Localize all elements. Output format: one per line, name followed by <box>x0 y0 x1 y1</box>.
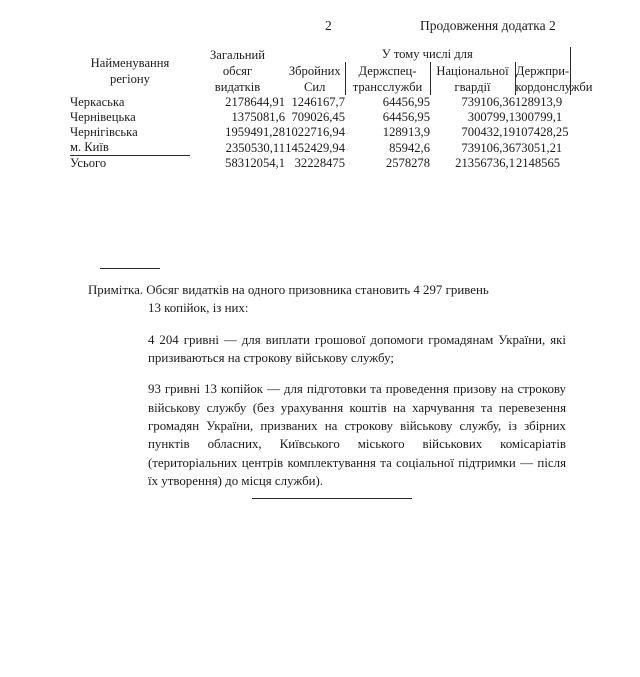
column-header-region-line1: Найменування <box>90 56 170 71</box>
note-lead <box>88 281 566 318</box>
cell-total: 2178644,91 <box>225 95 285 110</box>
column-header-total-line2: обсяг <box>222 64 253 79</box>
cell-armed-forces: 1452429,94 <box>285 140 345 155</box>
column-header-guard-line2: гвардії <box>454 79 491 94</box>
cell-region: м. Київ <box>70 140 190 156</box>
column-header-armed-line1: Збройних <box>288 63 341 78</box>
cell-total: 1375081,6 <box>231 110 285 125</box>
cell-national-guard: 739106,36 <box>461 140 515 155</box>
column-header-region-line2: регіону <box>110 72 150 87</box>
column-header-border-line2: кордонслужби <box>515 79 593 94</box>
table-row <box>70 125 570 140</box>
cell-total: 2350530,11 <box>225 140 285 155</box>
cell-region: Черкаська <box>70 95 125 110</box>
cell-national-guard: 300799,1 <box>467 110 515 125</box>
column-header-guard-line1: Національної <box>436 63 509 78</box>
table-total-row <box>70 156 570 172</box>
page-number: 2 <box>325 18 332 33</box>
column-header-total-line3: видатків <box>214 80 261 95</box>
note-block <box>88 281 566 490</box>
column-header-national-guard <box>430 62 515 95</box>
table-row <box>70 110 570 125</box>
page-header <box>0 18 640 40</box>
cell-border-service: 107428,25 <box>515 125 569 140</box>
cell-border-service: 73051,21 <box>515 140 563 155</box>
note-paragraph-conscription-costs: 93 гривні 13 копійок — для підготовки та проведення призову на строкову військову службу (без урахування коштів на харчування та перевезення громадян України, призваних на строкову військову службу, із збірних пунктів обласних, Київського міського військових комісаріатів (територіальних центрів комплектування та соціальної підтримки — після їх утворення) до місця служби). <box>148 382 566 488</box>
column-header-border-line1: Держпри- <box>515 63 570 78</box>
column-header-border-service <box>515 62 593 95</box>
table-head <box>70 47 593 95</box>
expenditures-table <box>70 47 593 171</box>
cell-armed-forces: 32228475 <box>294 156 345 171</box>
bottom-divider-rule <box>252 498 412 499</box>
cell-armed-forces: 709026,45 <box>291 110 345 125</box>
cell-border-service: 300799,1 <box>515 110 563 125</box>
note-paragraph-allowance: 4 204 гривні — для виплати грошової допомоги громадянам України, які призиваються на строкову військову службу; <box>148 332 566 365</box>
column-header-armed-forces <box>285 62 345 95</box>
note-separator-rule <box>100 268 160 269</box>
column-header-transport-line2: трансслужби <box>352 79 423 94</box>
cell-armed-forces: 1022716,94 <box>285 125 345 140</box>
cell-national-guard: 739106,36 <box>461 95 515 110</box>
table-header-row-top <box>70 47 570 62</box>
column-header-total-line1: Загальний <box>209 48 265 62</box>
column-header-region <box>70 47 190 95</box>
cell-transport-service: 64456,95 <box>382 95 430 110</box>
table-row <box>70 140 570 156</box>
table-body <box>70 95 570 171</box>
cell-transport-service: 64456,95 <box>382 110 430 125</box>
cell-armed-forces: 1246167,7 <box>291 95 345 110</box>
column-header-transport-line1: Держспец- <box>358 63 417 78</box>
expenditures-table-container <box>70 47 593 171</box>
note-lead-line2: 13 копійок, із них: <box>148 301 249 316</box>
cell-border-service: 2148565 <box>515 156 561 171</box>
cell-border-service: 128913,9 <box>515 95 563 110</box>
appendix-continuation-label: Продовження додатка 2 <box>420 18 556 33</box>
column-header-armed-line2: Сил <box>304 79 326 94</box>
column-header-transport-service <box>345 62 430 95</box>
cell-total-label: Усього <box>70 156 107 171</box>
cell-region: Чернівецька <box>70 110 136 125</box>
cell-transport-service: 2578278 <box>385 156 430 171</box>
cell-national-guard: 700432,19 <box>461 125 515 140</box>
cell-transport-service: 85942,6 <box>389 140 430 155</box>
cell-total: 58312054,1 <box>225 156 285 171</box>
note-lead-line1: Примітка. Обсяг видатків на одного призовника становить 4 297 гривень <box>88 283 489 297</box>
cell-region: Чернігівська <box>70 125 138 140</box>
column-header-total-expenditures <box>190 47 285 95</box>
cell-transport-service: 128913,9 <box>382 125 430 140</box>
cell-national-guard: 21356736,1 <box>455 156 515 171</box>
table-row <box>70 95 570 110</box>
cell-total: 1959491,28 <box>225 125 285 140</box>
column-group-header-including-for: У тому числі для <box>285 47 570 62</box>
